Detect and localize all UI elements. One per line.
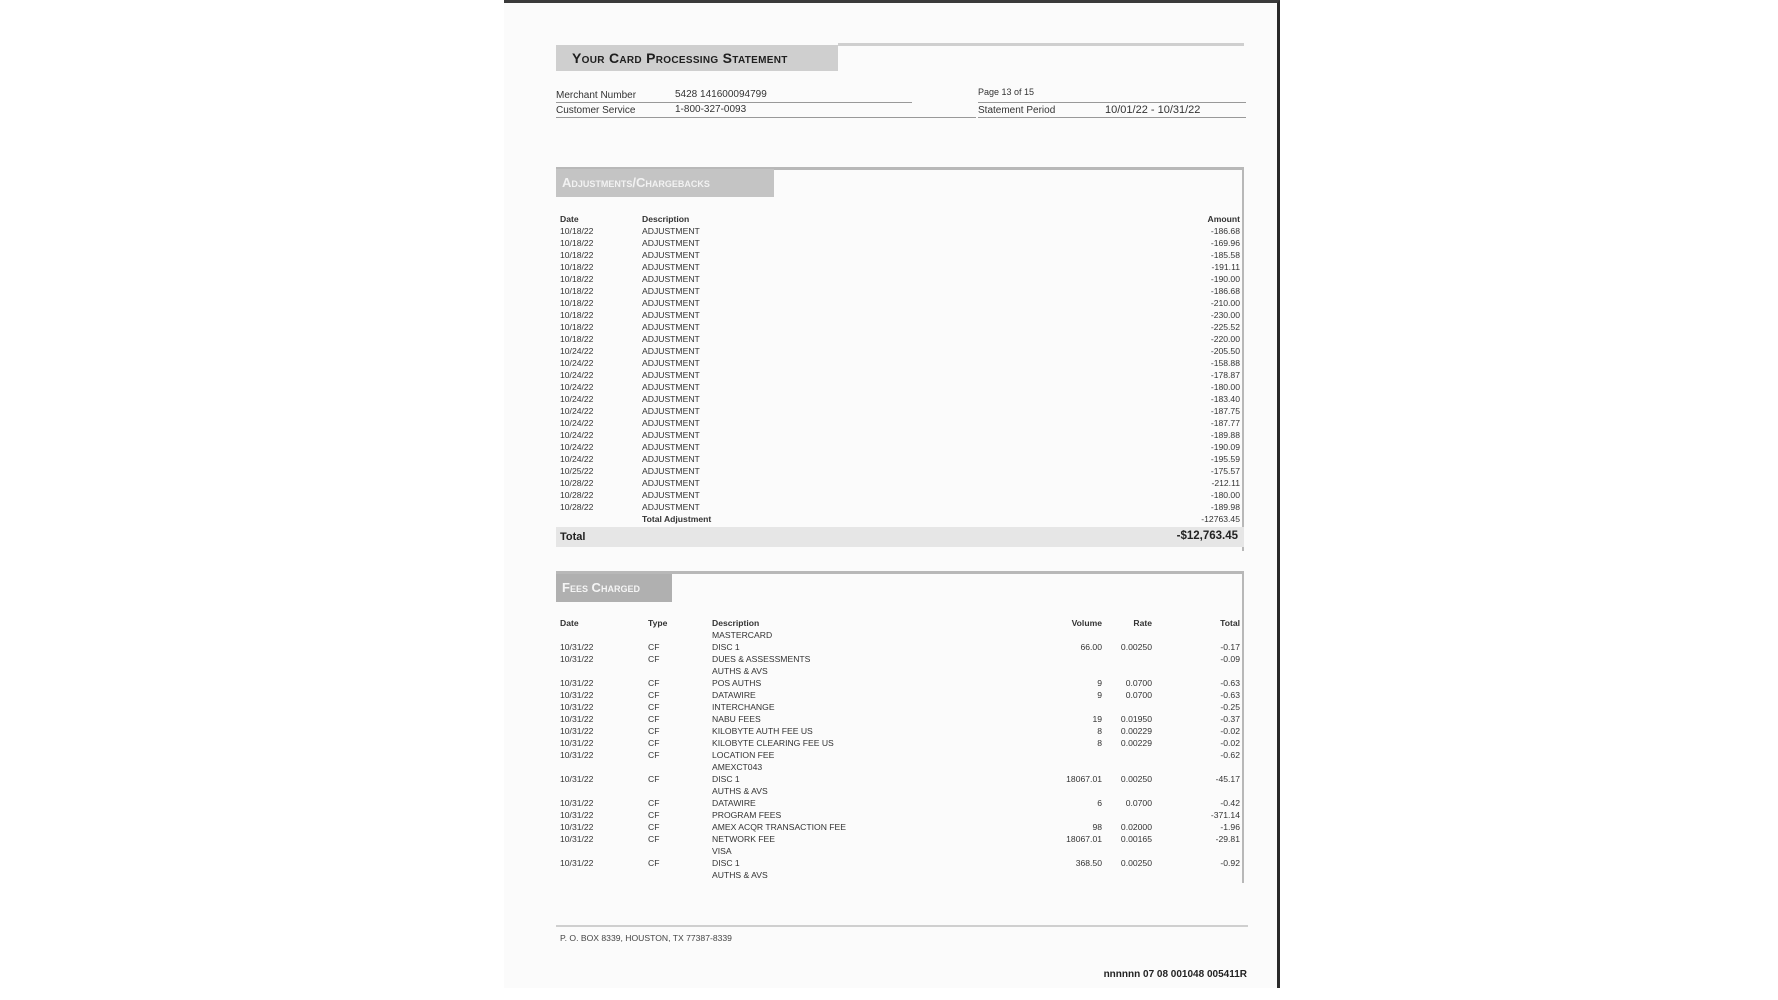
statement-title: Your Card Processing Statement <box>556 45 838 71</box>
table-row <box>558 797 1242 809</box>
row-rate <box>1102 749 1152 761</box>
row-total: -371.14 <box>1210 810 1240 820</box>
row-description: DISC 1 <box>712 642 740 652</box>
table-row <box>558 773 1242 785</box>
row-description: ADJUSTMENT <box>642 502 700 512</box>
row-rate <box>1102 809 1152 821</box>
footer-rule <box>556 925 1248 927</box>
row-type: CF <box>648 654 660 664</box>
row-date: 10/24/22 <box>560 394 594 404</box>
row-date: 10/31/22 <box>560 858 594 868</box>
row-date: 10/18/22 <box>560 334 594 344</box>
row-description: ADJUSTMENT <box>642 478 700 488</box>
row-amount: -210.00 <box>1210 298 1240 308</box>
row-type: CF <box>648 798 660 808</box>
row-date: 10/31/22 <box>560 702 594 712</box>
row-amount: -186.68 <box>1210 226 1240 236</box>
row-type: CF <box>648 858 660 868</box>
row-date: 10/28/22 <box>560 502 594 512</box>
row-amount: -186.68 <box>1210 286 1240 296</box>
table-row <box>558 429 1242 441</box>
row-description: DUES & ASSESSMENTS <box>712 654 811 664</box>
table-row <box>558 405 1242 417</box>
row-total: -1.96 <box>1220 822 1240 832</box>
col-description: Description <box>642 214 690 224</box>
adjustments-table <box>558 213 1242 525</box>
row-type: CF <box>648 702 660 712</box>
row-date: 10/31/22 <box>560 654 594 664</box>
row-date: 10/24/22 <box>560 370 594 380</box>
row-amount: -183.40 <box>1210 394 1240 404</box>
statement-period-rule <box>978 117 1246 118</box>
row-description: DATAWIRE <box>712 690 756 700</box>
row-type: CF <box>648 678 660 688</box>
merchant-number-label: Merchant Number <box>556 90 637 101</box>
row-amount: -191.11 <box>1211 262 1240 272</box>
total-value: -$12,763.45 <box>1176 530 1238 542</box>
statement-period-label: Statement Period <box>978 105 1056 116</box>
table-row <box>558 249 1242 261</box>
group-row <box>558 869 1242 881</box>
row-rate: 0.00250 <box>1120 642 1152 652</box>
customer-service-value: 1-800-327-0093 <box>675 104 747 115</box>
header-rule <box>838 43 1244 46</box>
row-amount: -195.59 <box>1210 454 1240 464</box>
row-volume: 19 <box>1092 714 1102 724</box>
row-type: CF <box>648 642 660 652</box>
fees-table <box>558 617 1242 881</box>
row-date: 10/24/22 <box>560 358 594 368</box>
fees-rows <box>558 629 1242 881</box>
row-amount: -220.00 <box>1210 334 1240 344</box>
row-description: KILOBYTE AUTH FEE US <box>712 726 813 736</box>
row-date: 10/24/22 <box>560 406 594 416</box>
row-type: CF <box>648 774 660 784</box>
row-description: ADJUSTMENT <box>642 370 700 380</box>
row-amount: -187.75 <box>1210 406 1240 416</box>
col-date: Date <box>560 618 579 628</box>
row-description: ADJUSTMENT <box>642 358 700 368</box>
table-row <box>558 653 1242 665</box>
row-rate: 0.00250 <box>1120 774 1152 784</box>
row-description: AMEX ACQR TRANSACTION FEE <box>712 822 847 832</box>
row-rate: 0.0700 <box>1125 678 1152 688</box>
row-description: INTERCHANGE <box>712 702 775 712</box>
table-row <box>558 477 1242 489</box>
row-type: CF <box>648 810 660 820</box>
row-date: 10/18/22 <box>560 286 594 296</box>
row-total: -0.37 <box>1220 714 1240 724</box>
row-description: ADJUSTMENT <box>642 238 700 248</box>
row-description: KILOBYTE CLEARING FEE US <box>712 738 834 748</box>
row-date: 10/18/22 <box>560 310 594 320</box>
row-date: 10/24/22 <box>560 454 594 464</box>
row-amount: -185.58 <box>1210 250 1240 260</box>
row-description: ADJUSTMENT <box>642 442 700 452</box>
row-type: CF <box>648 750 660 760</box>
row-amount: -158.88 <box>1210 358 1240 368</box>
table-row <box>558 453 1242 465</box>
table-row <box>558 321 1242 333</box>
adjustments-section-title: Adjustments/Chargebacks <box>556 169 774 197</box>
table-row <box>558 417 1242 429</box>
row-description: ADJUSTMENT <box>642 298 700 308</box>
row-description: ADJUSTMENT <box>642 250 700 260</box>
row-rate: 0.01950 <box>1120 714 1152 724</box>
row-date: 10/24/22 <box>560 346 594 356</box>
row-type: CF <box>648 690 660 700</box>
row-type: CF <box>648 714 660 724</box>
row-date: 10/18/22 <box>560 274 594 284</box>
table-row <box>558 345 1242 357</box>
row-amount: -180.00 <box>1210 490 1240 500</box>
row-date: 10/18/22 <box>560 226 594 236</box>
table-row <box>558 285 1242 297</box>
col-amount: Amount <box>1207 214 1240 224</box>
row-description: ADJUSTMENT <box>642 274 700 284</box>
row-rate: 0.00165 <box>1120 834 1152 844</box>
row-description: LOCATION FEE <box>712 750 775 760</box>
table-row <box>558 689 1242 701</box>
row-date: 10/31/22 <box>560 798 594 808</box>
row-description: DATAWIRE <box>712 798 756 808</box>
table-row <box>558 821 1242 833</box>
row-amount: -189.88 <box>1210 430 1240 440</box>
row-volume: 8 <box>1097 738 1102 748</box>
row-description: DISC 1 <box>712 774 740 784</box>
row-volume: 6 <box>1097 798 1102 808</box>
row-amount: -205.50 <box>1210 346 1240 356</box>
row-description: ADJUSTMENT <box>642 394 700 404</box>
row-type: CF <box>648 834 660 844</box>
row-total: -0.63 <box>1220 678 1240 688</box>
merchant-rule <box>556 102 912 103</box>
row-volume: 98 <box>1092 822 1102 832</box>
row-description: ADJUSTMENT <box>642 418 700 428</box>
table-row <box>558 641 1242 653</box>
row-total: -0.92 <box>1220 858 1240 868</box>
row-description: DISC 1 <box>712 858 740 868</box>
table-row <box>558 501 1242 513</box>
row-description: ADJUSTMENT <box>642 322 700 332</box>
row-total: -45.17 <box>1215 774 1240 784</box>
table-row <box>558 857 1242 869</box>
row-description: ADJUSTMENT <box>642 346 700 356</box>
table-row <box>558 297 1242 309</box>
row-volume: 66.00 <box>1080 642 1102 652</box>
customer-service-rule <box>556 117 976 118</box>
table-row <box>558 441 1242 453</box>
row-amount: -189.98 <box>1210 502 1240 512</box>
row-volume <box>1032 653 1102 665</box>
group-row <box>558 665 1242 677</box>
group-row <box>558 761 1242 773</box>
row-description: ADJUSTMENT <box>642 334 700 344</box>
row-date: 10/31/22 <box>560 822 594 832</box>
row-amount: -190.00 <box>1210 274 1240 284</box>
col-type: Type <box>648 618 668 628</box>
row-description: POS AUTHS <box>712 678 762 688</box>
row-description: ADJUSTMENT <box>642 454 700 464</box>
row-volume: 9 <box>1097 690 1102 700</box>
col-date: Date <box>560 214 579 224</box>
row-total: -0.25 <box>1220 702 1240 712</box>
row-volume: 9 <box>1097 678 1102 688</box>
row-date: 10/18/22 <box>560 322 594 332</box>
row-date: 10/31/22 <box>560 714 594 724</box>
row-date: 10/18/22 <box>560 298 594 308</box>
row-amount: -187.77 <box>1210 418 1240 428</box>
group-row <box>558 629 1242 641</box>
row-rate <box>1102 653 1152 665</box>
row-amount: -212.11 <box>1211 478 1240 488</box>
row-description: NETWORK FEE <box>712 834 776 844</box>
merchant-number-value: 5428 141600094799 <box>675 89 767 100</box>
table-row <box>558 833 1242 845</box>
row-date: 10/31/22 <box>560 642 594 652</box>
row-type: CF <box>648 738 660 748</box>
row-rate: 0.0700 <box>1125 690 1152 700</box>
row-date: 10/31/22 <box>560 690 594 700</box>
row-volume: 18067.01 <box>1066 834 1102 844</box>
subtotal-label: Total Adjustment <box>642 514 712 524</box>
total-bar <box>556 527 1244 547</box>
table-row <box>558 737 1242 749</box>
footer-address: P. O. BOX 8339, HOUSTON, TX 77387-8339 <box>560 933 732 943</box>
row-rate: 0.00229 <box>1120 738 1152 748</box>
row-volume: 8 <box>1097 726 1102 736</box>
row-date: 10/24/22 <box>560 442 594 452</box>
row-date: 10/31/22 <box>560 774 594 784</box>
table-row <box>558 273 1242 285</box>
group-label: MASTERCARD <box>712 630 773 640</box>
group-label: AMEXCT043 <box>712 762 763 772</box>
group-row <box>558 845 1242 857</box>
row-description: ADJUSTMENT <box>642 262 700 272</box>
col-total: Total <box>1220 618 1240 628</box>
group-label: AUTHS & AVS <box>712 870 768 880</box>
row-description: NABU FEES <box>712 714 761 724</box>
table-row <box>558 309 1242 321</box>
row-volume <box>1032 809 1102 821</box>
page-info: Page 13 of 15 <box>978 87 1035 97</box>
row-total: -0.62 <box>1220 750 1240 760</box>
subtotal-value: -12763.45 <box>1201 514 1240 524</box>
page-info-rule <box>978 102 1246 103</box>
table-row <box>558 749 1242 761</box>
row-date: 10/28/22 <box>560 478 594 488</box>
statement-page <box>504 0 1280 988</box>
table-row <box>558 713 1242 725</box>
table-row <box>558 701 1242 713</box>
table-row <box>558 465 1242 477</box>
row-volume: 18067.01 <box>1066 774 1102 784</box>
row-amount: -180.00 <box>1210 382 1240 392</box>
row-amount: -190.09 <box>1210 442 1240 452</box>
row-volume <box>1032 749 1102 761</box>
group-label: AUTHS & AVS <box>712 786 768 796</box>
row-amount: -169.96 <box>1210 238 1240 248</box>
row-amount: -175.57 <box>1210 466 1240 476</box>
table-row <box>558 357 1242 369</box>
row-rate <box>1102 701 1152 713</box>
col-rate: Rate <box>1133 618 1152 628</box>
table-row <box>558 261 1242 273</box>
table-row <box>558 237 1242 249</box>
table-row <box>558 809 1242 821</box>
row-date: 10/31/22 <box>560 750 594 760</box>
row-rate: 0.02000 <box>1120 822 1152 832</box>
row-volume: 368.50 <box>1075 858 1102 868</box>
fees-section-title: Fees Charged <box>556 574 672 602</box>
row-date: 10/25/22 <box>560 466 594 476</box>
row-type: CF <box>648 726 660 736</box>
row-date: 10/31/22 <box>560 726 594 736</box>
col-volume: Volume <box>1071 618 1102 628</box>
table-row <box>558 677 1242 689</box>
table-row <box>558 333 1242 345</box>
row-total: -0.17 <box>1220 642 1240 652</box>
footer-code: nnnnnn 07 08 001048 005411R <box>1103 969 1247 980</box>
row-description: ADJUSTMENT <box>642 406 700 416</box>
row-total: -0.42 <box>1220 798 1240 808</box>
customer-service-label: Customer Service <box>556 105 636 116</box>
col-description: Description <box>712 618 760 628</box>
row-date: 10/31/22 <box>560 738 594 748</box>
row-total: -29.81 <box>1215 834 1240 844</box>
statement-period-value: 10/01/22 - 10/31/22 <box>1105 104 1201 116</box>
group-label: VISA <box>712 846 732 856</box>
row-description: ADJUSTMENT <box>642 466 700 476</box>
table-row <box>558 381 1242 393</box>
row-date: 10/24/22 <box>560 430 594 440</box>
row-description: ADJUSTMENT <box>642 286 700 296</box>
row-rate: 0.00250 <box>1120 858 1152 868</box>
row-date: 10/24/22 <box>560 382 594 392</box>
row-total: -0.63 <box>1220 690 1240 700</box>
row-description: ADJUSTMENT <box>642 226 700 236</box>
row-date: 10/18/22 <box>560 262 594 272</box>
row-date: 10/31/22 <box>560 810 594 820</box>
row-amount: -225.52 <box>1210 322 1240 332</box>
row-date: 10/31/22 <box>560 678 594 688</box>
fees-header-row <box>558 617 1242 629</box>
table-row <box>558 489 1242 501</box>
row-date: 10/24/22 <box>560 418 594 428</box>
row-description: ADJUSTMENT <box>642 310 700 320</box>
total-label: Total <box>560 531 586 543</box>
table-row <box>558 393 1242 405</box>
row-rate: 0.00229 <box>1120 726 1152 736</box>
subtotal-row <box>558 513 1242 525</box>
row-type: CF <box>648 822 660 832</box>
row-date: 10/28/22 <box>560 490 594 500</box>
row-rate: 0.0700 <box>1125 798 1152 808</box>
group-label: AUTHS & AVS <box>712 666 768 676</box>
row-volume <box>1032 701 1102 713</box>
row-date: 10/18/22 <box>560 238 594 248</box>
row-description: ADJUSTMENT <box>642 490 700 500</box>
row-total: -0.02 <box>1220 738 1240 748</box>
table-row <box>558 725 1242 737</box>
table-row <box>558 225 1242 237</box>
table-row <box>558 369 1242 381</box>
adjustments-header-row <box>558 213 1242 225</box>
row-description: ADJUSTMENT <box>642 430 700 440</box>
row-description: ADJUSTMENT <box>642 382 700 392</box>
row-amount: -230.00 <box>1210 310 1240 320</box>
row-date: 10/18/22 <box>560 250 594 260</box>
row-description: PROGRAM FEES <box>712 810 782 820</box>
row-amount: -178.87 <box>1210 370 1240 380</box>
row-total: -0.02 <box>1220 726 1240 736</box>
row-date: 10/31/22 <box>560 834 594 844</box>
group-row <box>558 785 1242 797</box>
adjustments-rows <box>558 225 1242 513</box>
row-total: -0.09 <box>1220 654 1240 664</box>
